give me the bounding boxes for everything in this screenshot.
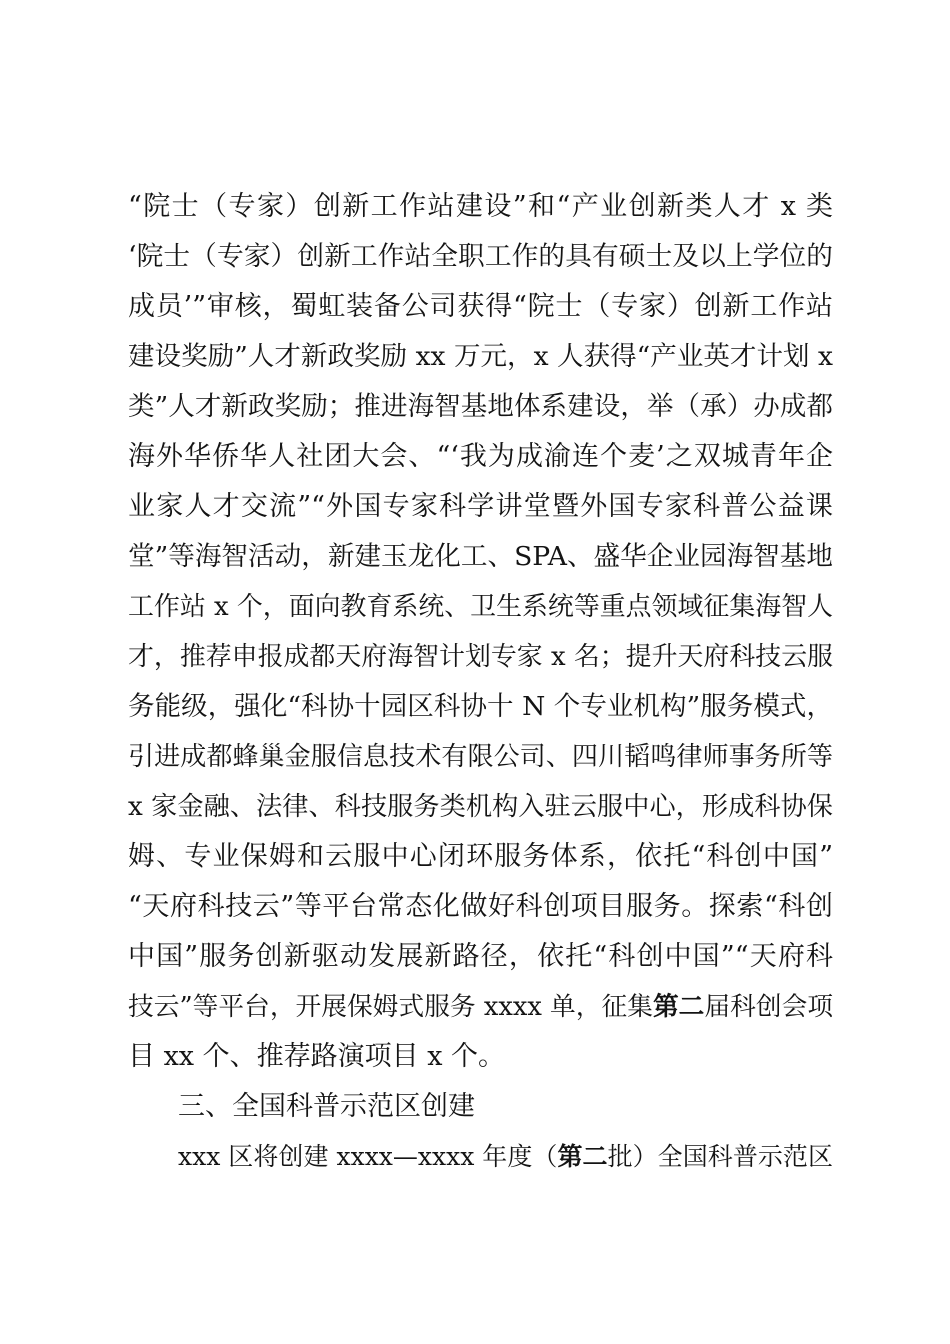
bold-text: 第二	[557, 1142, 608, 1171]
paragraph-line-15: “天府科技云”等平台常态化做好科创项目服务。探索“科创	[128, 891, 833, 922]
paragraph-line-12: 引进成都蜂巢金服信息技术有限公司、四川韬鸣律师事务所等	[128, 742, 833, 772]
paragraph-line-2: ‘院士（专家）创新工作站全职工作的具有硕士及以上学位的	[128, 241, 833, 272]
bold-text: 第二	[652, 992, 705, 1022]
paragraph-line-3: 成员’”审核，蜀虹装备公司获得“院士（专家）创新工作站	[128, 291, 833, 322]
paragraph-line-4: 建设奖励”人才新政奖励 xx 万元，x 人获得“产业英才计划 x	[128, 341, 833, 372]
paragraph-line-9: 工作站 x 个，面向教育系统、卫生系统等重点领域征集海智人	[128, 592, 833, 622]
paragraph-line-16: 中国”服务创新驱动发展新路径，依托“科创中国”“天府科	[128, 941, 833, 972]
section-heading: 三、全国科普示范区创建	[178, 1091, 475, 1122]
line-17-text-b: 届科创会项	[704, 992, 834, 1022]
paragraph-line-11: 务能级，强化“科协十园区科协十 N 个专业机构”服务模式，	[128, 691, 833, 722]
paragraph-line-10: 才，推荐申报成都天府海智计划专家 x 名；提升天府科技云服	[128, 642, 833, 672]
first-line-text-a: xxx 区将创建 xxxx—xxxx 年度（	[178, 1142, 558, 1171]
paragraph-line-17	[128, 982, 833, 1032]
first-line-text-b: 批）全国科普示范区	[607, 1142, 833, 1171]
paragraph-line-5: 类”人才新政奖励；推进海智基地体系建设，举（承）办成都	[128, 391, 833, 422]
paragraph-line-14: 姆、专业保姆和云服中心闭环服务体系，依托“科创中国”	[128, 841, 833, 872]
paragraph-line-18: 目 xx 个、推荐路演项目 x 个。	[128, 1041, 506, 1072]
paragraph-first-line	[178, 1132, 833, 1182]
paragraph-line-8: 堂”等海智活动，新建玉龙化工、SPA、盛华企业园海智基地	[128, 541, 833, 572]
paragraph-line-6: 海外华侨华人社团大会、“‘我为成渝连个麦’之双城青年企	[128, 441, 833, 472]
paragraph-line-1: “院士（专家）创新工作站建设”和“产业创新类人才 x 类	[128, 191, 833, 222]
paragraph-line-7: 业家人才交流”“外国专家科学讲堂暨外国专家科普公益课	[128, 491, 833, 522]
line-17-text-a: 技云”等平台，开展保姆式服务 xxxx 单，征集	[128, 992, 653, 1022]
paragraph-line-13: x 家金融、法律、科技服务类机构入驻云服中心，形成科协保	[128, 792, 833, 822]
